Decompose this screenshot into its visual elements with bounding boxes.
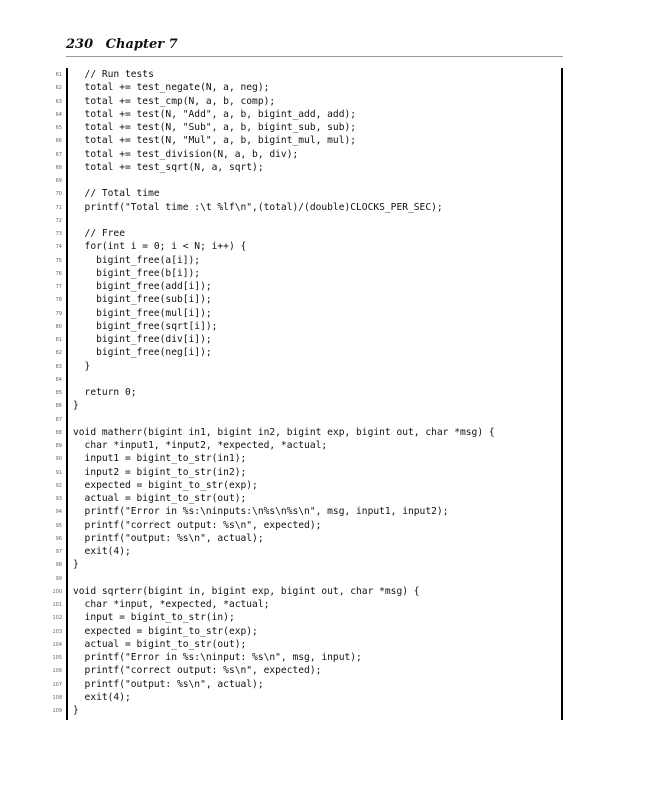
- code-text: // Free: [73, 228, 125, 239]
- code-text: bigint_free(sqrt[i]);: [73, 320, 218, 332]
- code-line: [0, 479, 600, 492]
- code-line: [0, 664, 600, 677]
- code-listing: [0, 68, 600, 717]
- code-text: bigint_free(a[i]);: [73, 254, 201, 266]
- code-line: [0, 214, 600, 227]
- line-number: 64: [55, 111, 62, 118]
- line-number: 65: [55, 125, 62, 131]
- code-line: [0, 399, 600, 412]
- line-number: 103: [52, 628, 62, 635]
- line-number: 71: [55, 204, 62, 211]
- code-text: printf("Error in %s:\ninputs:\n%s\n%s\n", msg, input1, input2);: [73, 506, 449, 518]
- line-number: 78: [55, 297, 62, 304]
- code-text: printf("Total time :\t %lf\n",(total)/(double)CLOCKS_PER_SEC);: [73, 201, 443, 213]
- running-header: [66, 37, 178, 52]
- line-number: 109: [52, 708, 62, 714]
- code-line: [0, 505, 600, 518]
- line-number: 70: [55, 191, 62, 198]
- line-number: 83: [55, 363, 62, 370]
- code-text: // Total time: [73, 188, 160, 200]
- line-number: 101: [52, 602, 62, 608]
- line-number: 76: [55, 270, 62, 277]
- code-text: for(int i = 0; i < N; i++) {: [73, 241, 247, 253]
- code-line: [0, 174, 600, 187]
- code-line: [0, 134, 600, 147]
- line-number: 92: [55, 482, 62, 489]
- code-text: bigint_free(b[i]);: [73, 267, 201, 279]
- code-text: bigint_free(add[i]);: [73, 281, 212, 292]
- code-line: [0, 572, 600, 585]
- code-text: char *input, *expected, *actual;: [73, 599, 270, 610]
- page-number: 230: [66, 37, 94, 52]
- code-line: [0, 558, 600, 571]
- code-line: [0, 426, 600, 439]
- code-text: actual = bigint_to_str(out);: [73, 638, 247, 650]
- code-line: [0, 280, 600, 293]
- line-number: 88: [55, 429, 62, 436]
- code-line: [0, 227, 600, 240]
- code-text: total += test_negate(N, a, neg);: [73, 82, 270, 94]
- line-number: 85: [55, 390, 62, 396]
- code-line: [0, 81, 600, 94]
- code-text: printf("correct output: %s\n", expected);: [73, 519, 322, 531]
- line-number: 102: [52, 615, 62, 622]
- code-line: [0, 386, 600, 399]
- code-line: [0, 678, 600, 691]
- line-number: 98: [55, 562, 62, 569]
- code-line: [0, 625, 600, 638]
- code-line: [0, 95, 600, 108]
- line-number: 62: [55, 85, 62, 92]
- line-number: 61: [55, 72, 62, 78]
- code-text: total += test_cmp(N, a, b, comp);: [73, 95, 276, 107]
- code-text: void sqrterr(bigint in, bigint exp, bigint out, char *msg) {: [73, 585, 420, 597]
- code-text: exit(4);: [73, 546, 131, 557]
- line-number: 94: [55, 509, 62, 516]
- line-number: 90: [55, 456, 62, 463]
- line-number: 67: [55, 151, 62, 158]
- code-line: [0, 293, 600, 306]
- line-number: 63: [55, 98, 62, 105]
- code-text: expected = bigint_to_str(exp);: [73, 625, 258, 637]
- line-number: 79: [55, 310, 62, 317]
- line-number: 75: [55, 257, 62, 264]
- line-number: 69: [55, 178, 62, 184]
- code-line: [0, 240, 600, 253]
- code-line: [0, 439, 600, 452]
- chapter-title: Chapter 7: [105, 37, 178, 52]
- line-number: 107: [52, 681, 62, 688]
- code-line: [0, 598, 600, 611]
- code-text: }: [73, 559, 79, 571]
- code-text: }: [73, 360, 91, 372]
- code-text: input = bigint_to_str(in);: [73, 612, 235, 624]
- code-line: [0, 492, 600, 505]
- code-text: total += test_division(N, a, b, div);: [73, 148, 299, 160]
- line-number: 73: [55, 231, 62, 237]
- line-number: 77: [55, 284, 62, 290]
- code-text: }: [73, 400, 79, 412]
- code-text: printf("correct output: %s\n", expected);: [73, 665, 322, 677]
- code-line: [0, 651, 600, 664]
- code-line: [0, 346, 600, 359]
- code-line: [0, 161, 600, 174]
- code-text: input1 = bigint_to_str(in1);: [73, 453, 247, 465]
- line-number: 74: [55, 244, 62, 251]
- line-number: 106: [52, 668, 62, 675]
- code-text: total += test(N, "Mul", a, b, bigint_mul, mul);: [73, 135, 357, 147]
- line-number: 95: [55, 522, 62, 529]
- line-number: 86: [55, 403, 62, 410]
- line-number: 68: [55, 164, 62, 171]
- line-number: 81: [55, 337, 62, 343]
- code-text: bigint_free(mul[i]);: [73, 307, 212, 319]
- code-line: [0, 466, 600, 479]
- header-rule: [66, 56, 563, 57]
- code-line: [0, 68, 600, 81]
- code-line: [0, 638, 600, 651]
- code-line: [0, 333, 600, 346]
- code-line: [0, 704, 600, 717]
- code-line: [0, 201, 600, 214]
- line-number: 100: [52, 588, 62, 595]
- code-text: return 0;: [73, 387, 137, 398]
- line-number: 72: [55, 217, 62, 224]
- code-line: [0, 254, 600, 267]
- code-line: [0, 413, 600, 426]
- code-text: void matherr(bigint in1, bigint in2, bigint exp, bigint out, char *msg) {: [73, 426, 495, 438]
- code-text: printf("output: %s\n", actual);: [73, 678, 264, 690]
- line-number: 80: [55, 323, 62, 330]
- code-text: total += test(N, "Add", a, b, bigint_add, add);: [73, 108, 357, 120]
- code-text: expected = bigint_to_str(exp);: [73, 479, 258, 491]
- code-line: [0, 187, 600, 200]
- line-number: 87: [55, 416, 62, 423]
- code-line: [0, 148, 600, 161]
- code-line: [0, 519, 600, 532]
- code-line: [0, 373, 600, 386]
- code-line: [0, 320, 600, 333]
- line-number: 97: [55, 549, 62, 555]
- code-line: [0, 267, 600, 280]
- line-number: 93: [55, 496, 62, 502]
- code-line: [0, 585, 600, 598]
- code-text: bigint_free(neg[i]);: [73, 347, 212, 359]
- code-text: bigint_free(sub[i]);: [73, 294, 212, 306]
- line-number: 96: [55, 535, 62, 542]
- line-number: 82: [55, 350, 62, 357]
- code-text: bigint_free(div[i]);: [73, 334, 212, 345]
- code-text: total += test_sqrt(N, a, sqrt);: [73, 161, 264, 173]
- code-text: total += test(N, "Sub", a, b, bigint_sub, sub);: [73, 122, 357, 133]
- code-text: exit(4);: [73, 691, 131, 703]
- code-line: [0, 307, 600, 320]
- code-line: [0, 121, 600, 134]
- line-number: 91: [55, 469, 62, 476]
- code-text: input2 = bigint_to_str(in2);: [73, 466, 247, 478]
- code-line: [0, 532, 600, 545]
- code-text: char *input1, *input2, *expected, *actual;: [73, 440, 328, 451]
- code-text: printf("Error in %s:\ninput: %s\n", msg, input);: [73, 652, 362, 663]
- line-number: 84: [55, 376, 62, 383]
- code-text: // Run tests: [73, 69, 154, 80]
- code-line: [0, 691, 600, 704]
- line-number: 89: [55, 443, 62, 449]
- code-text: }: [73, 705, 79, 716]
- line-number: 66: [55, 138, 62, 145]
- code-line: [0, 108, 600, 121]
- line-number: 99: [55, 575, 62, 582]
- code-line: [0, 545, 600, 558]
- code-line: [0, 611, 600, 624]
- code-line: [0, 360, 600, 373]
- line-number: 108: [52, 694, 62, 701]
- line-number: 105: [52, 655, 62, 661]
- line-number: 104: [52, 641, 62, 648]
- code-text: printf("output: %s\n", actual);: [73, 532, 264, 544]
- code-text: actual = bigint_to_str(out);: [73, 493, 247, 504]
- code-line: [0, 452, 600, 465]
